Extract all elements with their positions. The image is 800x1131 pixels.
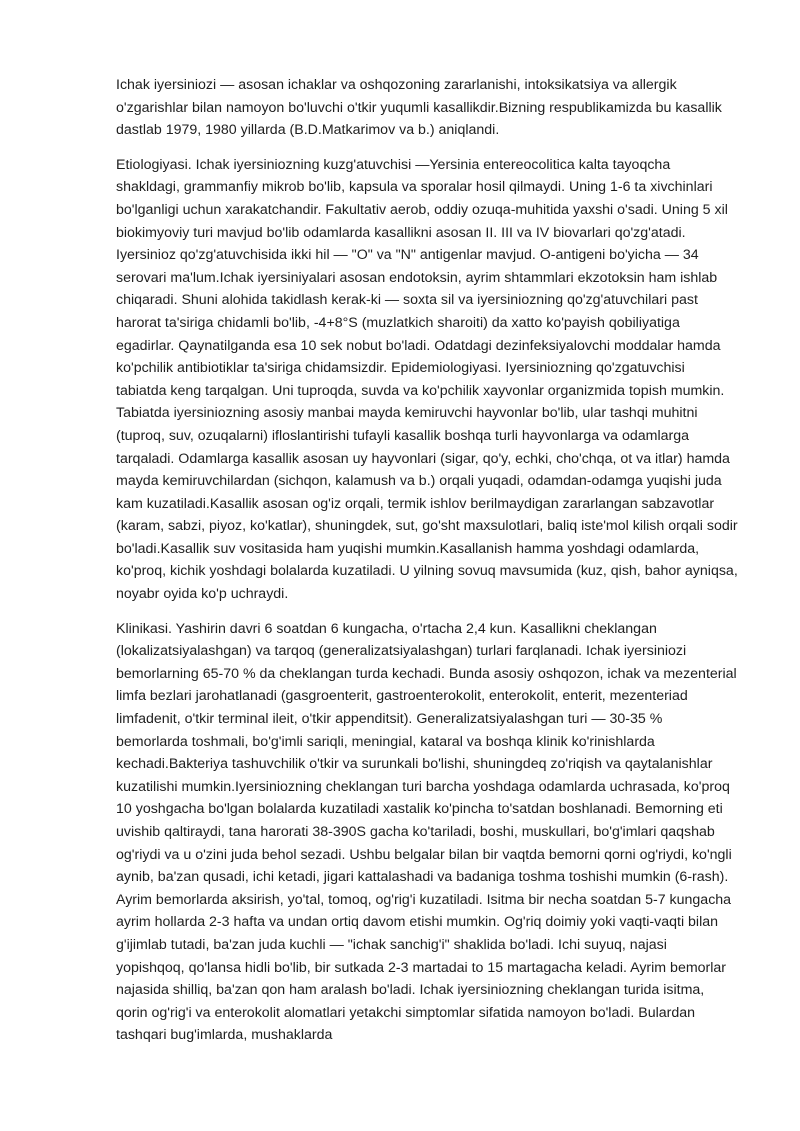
- document-page: [116, 74, 738, 1059]
- paragraph-etiology: Etiologiyasi. Ichak iyersiniozning kuzg'atuvchisi —Yersinia entereocolitica kalta tayoqcha shakldagi, grammanfiy mikrob bo'lib, kapsula va sporalar hosil qilmaydi. Uning 1-6 ta xivchinlari bo'lganligi uchun xarakatchandir. Fakultativ aerob, oddiy ozuqa-muhitida yaxshi o'sadi. Uning 5 xil biokimyoviy turi mavjud bo'lib odamlarda kasallikni asosan II. III va IV biovarlari qo'zg'atadi. Iyersinioz qo'zg'atuvchisida ikki hil — "O" va "N" antigenlar mavjud. O-antigeni bo'yicha — 34 serovari ma'lum.Ichak iyersiniyalari asosan endotoksin, ayrim shtammlari ekzotoksin ham ishlab chiqaradi. Shuni alohida takidlash kerak-ki — soxta sil va iyersiniozning qo'zg'atuvchilari past harorat ta'siriga chidamli bo'lib, -4+8°S (muzlatkich sharoiti) da xatto ko'payish qobiliyatiga egadirlar. Qaynatilganda esa 10 sek nobut bo'ladi. Odatdagi dezinfeksiyalovchi moddalar hamda ko'pchilik antibiotiklar ta'siriga chidamsizdir. Epidemiologiyasi. Iyersiniozning qo'zgatuvchisi tabiatda keng tarqalgan. Uni tuproqda, suvda va ko'pchilik xayvonlar organizmida topish mumkin. Tabiatda iyersiniozning asosiy manbai mayda kemiruvchi hayvonlar bo'lib, ular tashqi muhitni (tuproq, suv, ozuqalarni) ifloslantirishi tufayli kasallik boshqa turli hayvonlarga va odamlarga tarqaladi. Odamlarga kasallik asosan uy hayvonlari (sigar, qo'y, echki, cho'chqa, ot va itlar) hamda mayda kemiruvchilardan (sichqon, kalamush va b.) orqali yuqadi, odamdan-odamga yuqishi juda kam kuzatiladi.Kasallik asosan og'iz orqali, termik ishlov berilmaydigan zararlangan sabzavotlar (karam, sabzi, piyoz, ko'katlar), shuningdek, sut, go'sht maxsulotlari, baliq iste'mol kilish orqali sodir bo'ladi.Kasallik suv vositasida ham yuqishi mumkin.Kasallanish hamma yoshdagi odamlarda, ko'proq, kichik yoshdagi bolalarda kuzatiladi. U yilning sovuq mavsumida (kuz, qish, bahor ayniqsa, noyabr oyida ko'p uchraydi.: [116, 156, 738, 603]
- paragraph-intro: Ichak iyersiniozi — asosan ichaklar va oshqozoning zararlanishi, intoksikatsiya va allergik o'zgarishlar bilan namoyon bo'luvchi o'tkir yuqumli kasallikdir.Bizning respublikamizda bu kasallik dastlab 1979, 1980 yillarda (B.D.Matkarimov va b.) aniqlandi.: [116, 77, 722, 139]
- paragraph-clinical: Klinikasi. Yashirin davri 6 soatdan 6 kungacha, o'rtacha 2,4 kun. Kasallikni cheklangan (lokalizatsiyalashgan) va tarqoq (generalizatsiyalashgan) turlari farqlanadi. Ichak iyersiniozi bemorlarning 65-70 % da cheklangan turda kechadi. Bunda asosiy oshqozon, ichak va mezenterial limfa bezlari jarohatlanadi (gasgroenterit, gastroenterokolit, enterokolit, enterit, mezenteriad limfadenit, o'tkir terminal ileit, o'tkir appenditsit). Generalizatsiyalashgan turi — 30-35 % bemorlarda toshmali, bo'g'imli sariqli, meningial, kataral va boshqa klinik ko'rinishlarda kechadi.Bakteriya tashuvchilik o'tkir va surunkali bo'lishi, shuningdeq zo'riqish va qaytalanishlar kuzatilishi mumkin.Iyersiniozning cheklangan turi barcha yoshdaga odamlarda uchrasada, ko'proq 10 yoshgacha bo'lgan bolalarda kuzatiladi xastalik ko'pincha to'satdan boshlanadi. Bemorning eti uvishib qaltiraydi, tana harorati 38-390S gacha ko'tariladi, boshi, muskullari, bo'g'imlari qaqshab og'riydi va u o'zini juda behol sezadi. Ushbu belgalar bilan bir vaqtda bemorni qorni og'riydi, ko'ngli aynib, ba'zan qusadi, ichi ketadi, jigari kattalashadi va badaniga toshma toshishi mumkin (6-rash). Ayrim bemorlarda aksirish, yo'tal, tomoq, og'rig'i kuzatiladi. Isitma bir necha soatdan 5-7 kungacha ayrim hollarda 2-3 hafta va undan ortiq davom etishi mumkin. Og'riq doimiy yoki vaqti-vaqti bilan g'ijimlab tutadi, ba'zan juda kuchli — "ichak sanchig'i" shaklida bo'ladi. Ichi suyuq, najasi yopishqoq, qo'lansa hidli bo'lib, bir sutkada 2-3 martadai to 15 martagacha keladi. Ayrim bemorlar najasida shilliq, ba'zan qon ham aralash bo'ladi. Ichak iyersiniozning cheklangan turida isitma, qorin og'rig'i va enterokolit alomatlari yetakchi simptomlar sifatida namoyon bo'ladi. Bulardan tashqari bug'imlarda, mushaklarda: [116, 620, 737, 1044]
